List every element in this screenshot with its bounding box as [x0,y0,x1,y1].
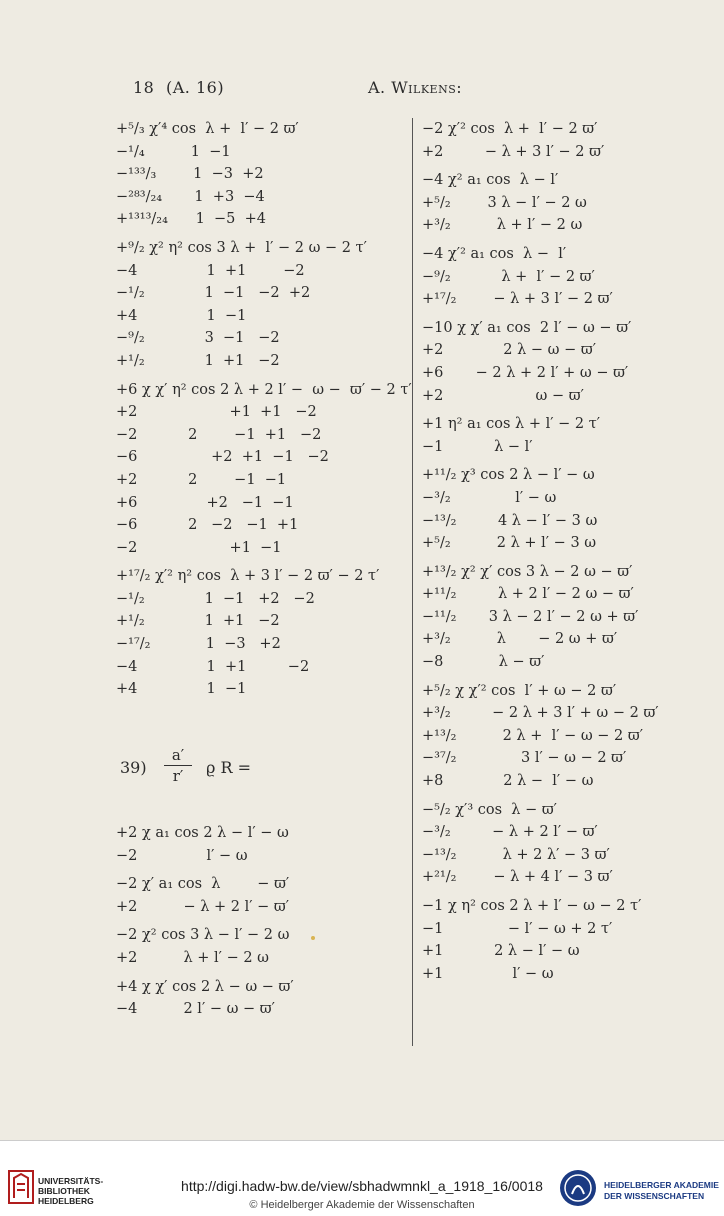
formula-line: +2 − λ + 3 l′ − 2 ϖ′ [422,143,605,160]
formula-line: +2 χ a₁ cos 2 λ − l′ − ω [116,825,289,841]
formula-line: −¹³/₂ 4 λ − l′ − 3 ω [422,512,598,529]
section-label: (A. 16) [166,78,225,97]
formula-line: +¹³/₂ 2 λ + l′ − ω − 2 ϖ′ [422,727,644,744]
university-library-name: UNIVERSITÄTS- BIBLIOTHEK HEIDELBERG [38,1176,104,1206]
formula-line: +⁵/₂ χ χ′² cos l′ + ω − 2 ϖ′ [422,682,617,699]
academy-seal-icon [558,1168,598,1208]
formula-line: −1 λ − l′ [422,438,533,455]
formula-line: +6 − 2 λ + 2 l′ + ω − ϖ′ [422,364,629,381]
column-divider [412,118,413,1046]
formula-line: −³/₂ − λ + 2 l′ − ϖ′ [422,824,598,841]
formula-line: −2 l′ − ω [116,847,248,864]
formula-line: −6 +2 +1 −1 −2 [116,449,329,466]
paper-blemish [311,936,315,940]
formula-line: +6 +2 −1 −1 [116,494,294,511]
equation-rhs: ϱ R = [206,758,252,777]
formula-line: −¹³/₂ λ + 2 λ′ − 3 ϖ′ [422,846,610,863]
formula-line: +¹/₂ 1 +1 −2 [116,352,280,369]
formula-line: −4 1 +1 −2 [116,658,310,675]
formula-line: −¹/₂ 1 −1 −2 +2 [116,285,311,302]
formula-line: −⁹/₂ λ + l′ − 2 ϖ′ [422,268,595,285]
formula-line: +2 2 −1 −1 [116,471,287,488]
formula-line: +¹¹/₂ λ + 2 l′ − 2 ω − ϖ′ [422,586,634,603]
formula-line: +2 ω − ϖ′ [422,387,584,404]
running-author: A. Wilkens: [368,78,463,97]
formula-line: +²¹/₂ − λ + 4 l′ − 3 ϖ′ [422,869,613,886]
formula-line: +⁵/₂ 3 λ − l′ − 2 ω [422,194,587,211]
formula-line: +2 +1 +1 −2 [116,404,317,421]
formula-line: −³/₂ l′ − ω [422,489,557,506]
formula-line: −8 λ − ϖ′ [422,654,545,671]
formula-line: +⁵/₂ 2 λ + l′ − 3 ω [422,535,597,552]
formula-line: −¹/₄ 1 −1 [116,143,231,160]
formula-line: +1 2 λ − l′ − ω [422,943,580,960]
formula-line: −4 2 l′ − ω − ϖ′ [116,1001,275,1018]
formula-line: −¹/₂ 1 −1 +2 −2 [116,590,315,607]
formula-line: +8 2 λ − l′ − ω [422,773,594,790]
formula-line: −2 χ′ a₁ cos λ − ϖ′ [116,876,290,893]
formula-line: −¹¹/₂ 3 λ − 2 l′ − 2 ω + ϖ′ [422,608,639,625]
formula-line: +4 χ χ′ cos 2 λ − ω − ϖ′ [116,978,294,995]
equation-fraction [158,746,198,785]
formula-line: +2 2 λ − ω − ϖ′ [422,342,596,359]
formula-line: −⁹/₂ 3 −1 −2 [116,330,280,347]
formula-line: +¹³/₂ χ² χ′ cos 3 λ − 2 ω − ϖ′ [422,563,633,580]
formula-line: −1 − l′ − ω + 2 τ′ [422,920,613,937]
formula-line: +2 λ + l′ − 2 ω [116,949,269,966]
copyright-notice: © Heidelberger Akademie der Wissenschaften [249,1199,475,1211]
formula-line: +1 l′ − ω [422,965,554,982]
formula-line: −2 2 −1 +1 −2 [116,426,322,443]
formula-line: +1 η² a₁ cos λ + l′ − 2 τ′ [422,416,601,433]
formula-line: +¹⁷/₂ χ′² η² cos λ + 3 l′ − 2 ϖ′ − 2 τ′ [116,568,380,585]
left-formula-column [116,118,412,701]
equation-number: 39) [120,758,147,777]
fraction-bar [164,765,192,766]
fraction-numerator: a′ [171,746,185,764]
formula-line: −¹⁷/₂ 1 −3 +2 [116,636,281,653]
formula-line: +³/₂ λ − 2 ω + ϖ′ [422,631,618,648]
formula-line: +2 − λ + 2 l′ − ϖ′ [116,898,290,915]
formula-line: −2 χ′² cos λ + l′ − 2 ϖ′ [422,121,598,137]
formula-line: −4 χ′² a₁ cos λ − l′ [422,245,567,262]
page-number: 18 [133,78,155,97]
left-formula-column-after-equation [116,822,406,1021]
formula-line: −2 +1 −1 [116,539,282,556]
formula-line: +¹¹/₂ χ³ cos 2 λ − l′ − ω [422,467,595,484]
fraction-denominator: r′ [172,767,184,785]
formula-line: −1 χ η² cos 2 λ + l′ − ω − 2 τ′ [422,898,642,914]
formula-line: +⁹/₂ χ² η² cos 3 λ + l′ − 2 ω − 2 τ′ [116,239,367,256]
academy-name: HEIDELBERGER AKADEMIE DER WISSENSCHAFTEN [604,1180,719,1201]
formula-line: +¹³¹³/₂₄ 1 −5 +4 [116,211,266,228]
formula-line: −4 1 +1 −2 [116,262,305,279]
formula-line: −¹³³/₃ 1 −3 +2 [116,166,264,183]
formula-line: +³/₂ − 2 λ + 3 l′ + ω − 2 ϖ′ [422,705,659,722]
formula-line: −10 χ χ′ a₁ cos 2 l′ − ω − ϖ′ [422,319,632,336]
formula-line: +6 χ χ′ η² cos 2 λ + 2 l′ − ω − ϖ′ − 2 τ′ [116,381,412,398]
formula-line: +³/₂ λ + l′ − 2 ω [422,217,583,234]
document-url-link[interactable]: http://digi.hadw-bw.de/view/sbhadwmnkl_a_1918_16/0018 [181,1178,543,1194]
formula-line: −2 χ² cos 3 λ − l′ − 2 ω [116,927,290,944]
formula-line: +4 1 −1 [116,681,247,698]
formula-line: −²⁸³/₂₄ 1 +3 −4 [116,188,265,205]
formula-line: +4 1 −1 [116,307,247,324]
right-formula-column [422,118,717,985]
formula-line: +¹/₂ 1 +1 −2 [116,613,280,630]
formula-line: −³⁷/₂ 3 l′ − ω − 2 ϖ′ [422,750,627,767]
formula-line: +⁵/₃ χ′⁴ cos λ + l′ − 2 ϖ′ [116,121,299,137]
formula-line: −6 2 −2 −1 +1 [116,517,299,534]
formula-line: −4 χ² a₁ cos λ − l′ [422,172,559,189]
formula-line: +¹⁷/₂ − λ + 3 l′ − 2 ϖ′ [422,291,613,308]
formula-line: −⁵/₂ χ′³ cos λ − ϖ′ [422,801,557,818]
